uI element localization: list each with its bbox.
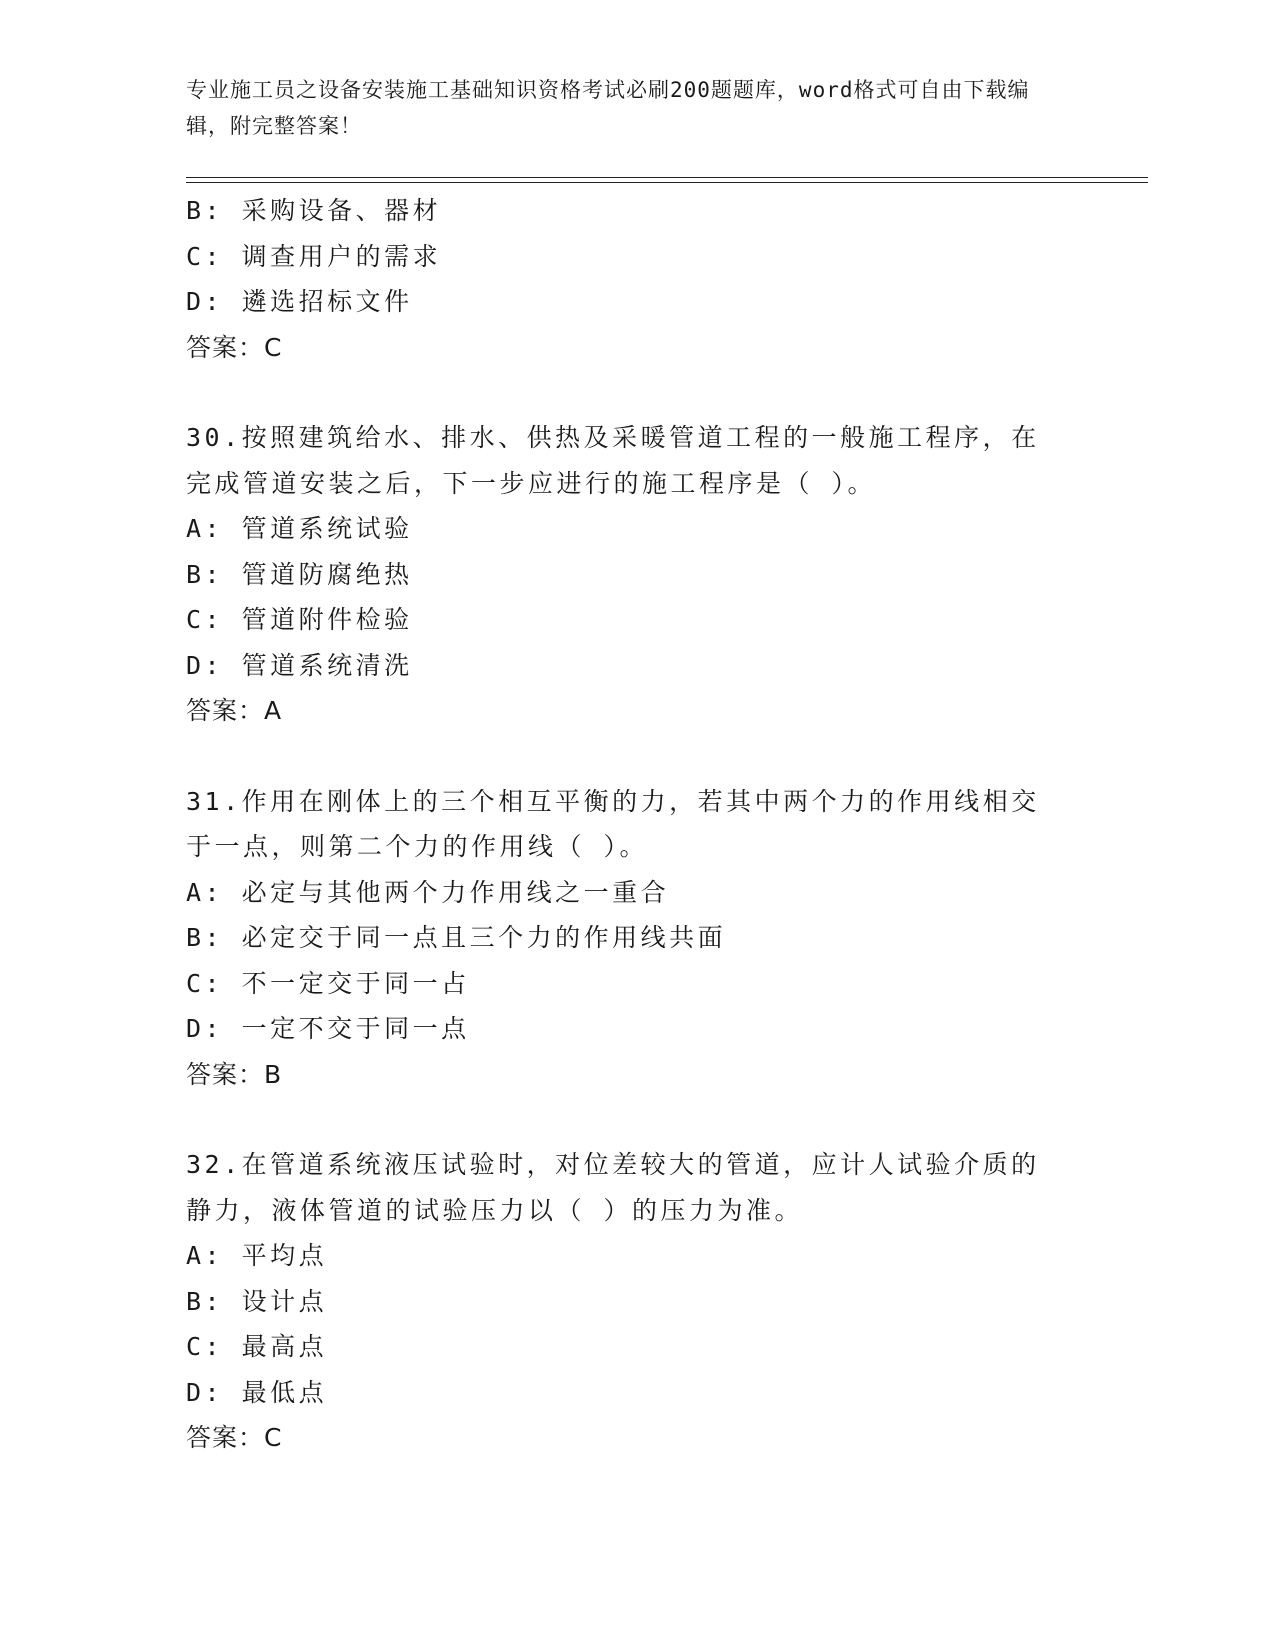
- question-30: [186, 415, 1086, 734]
- spacer: [186, 734, 1086, 779]
- option-d: D: 一定不交于同一点: [186, 1014, 470, 1043]
- spacer: [186, 370, 1086, 415]
- option-d: D: 管道系统清洗: [186, 650, 413, 680]
- question-text: 32.在管道系统液压试验时，对位差较大的管道，应计人试验介质的静力，液体管道的试验压力以（ ）的压力为准。: [186, 1150, 1040, 1225]
- question-text: 30.按照建筑给水、排水、供热及采暖管道工程的一般施工程序，在完成管道安装之后，下一步应进行的施工程序是（ ）。: [186, 423, 1040, 498]
- question-32: [186, 1142, 1086, 1461]
- option-c: C: 最高点: [186, 1332, 328, 1361]
- option-b: B: 管道防腐绝热: [186, 559, 413, 589]
- option-a: A: 平均点: [186, 1241, 328, 1270]
- answer-line: 答案：B: [186, 1059, 283, 1089]
- option-d: D: 最低点: [186, 1377, 328, 1407]
- answer-line: 答案：A: [186, 696, 283, 725]
- question-list: [186, 188, 1086, 1461]
- document-header-title: 专业施工员之设备安装施工基础知识资格考试必刷200题题库，word格式可自由下载编辑，附完整答案！: [186, 78, 1030, 138]
- answer-line: 答案：C: [186, 1423, 283, 1452]
- header-rule-bottom: [186, 182, 1148, 183]
- option-c: C: 管道附件检验: [186, 605, 413, 634]
- option-d: D: 遴选招标文件: [186, 287, 413, 316]
- option-b: B: 采购设备、器材: [186, 196, 442, 225]
- question-31: [186, 779, 1086, 1098]
- question-29-continued: [186, 188, 1086, 370]
- spacer: [186, 1097, 1086, 1142]
- header-rule-top: [186, 177, 1148, 178]
- option-a: A: 管道系统试验: [186, 514, 413, 543]
- option-c: C: 不一定交于同一占: [186, 968, 470, 998]
- option-c: C: 调查用户的需求: [186, 241, 442, 271]
- option-b: B: 设计点: [186, 1286, 328, 1316]
- question-text: 31.作用在刚体上的三个相互平衡的力，若其中两个力的作用线相交于一点，则第二个力的作用线（ ）。: [186, 786, 1040, 861]
- answer-line: 答案：C: [186, 332, 283, 362]
- option-a: A: 必定与其他两个力作用线之一重合: [186, 877, 670, 907]
- option-b: B: 必定交于同一点且三个力的作用线共面: [186, 923, 727, 952]
